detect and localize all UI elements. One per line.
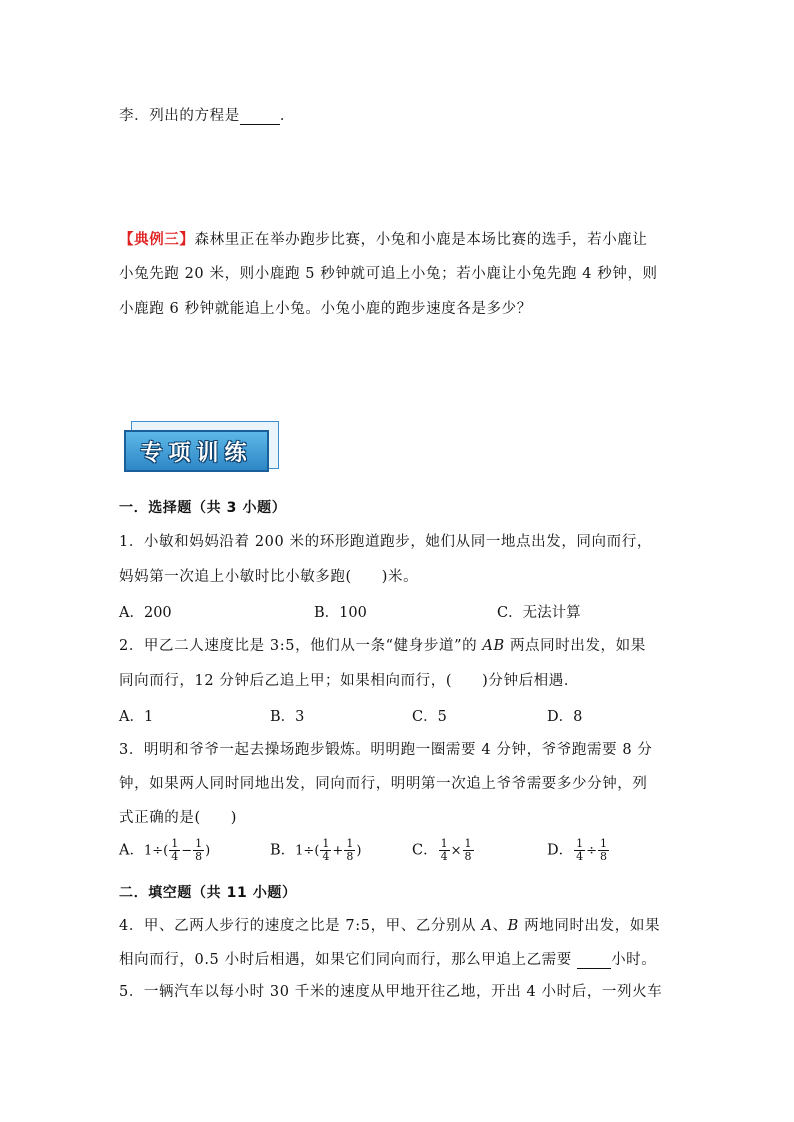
banner-title: 专项训练 [140, 440, 253, 466]
frac-den: 4 [171, 850, 179, 863]
q3-option-b-prefix: 1÷( [295, 843, 320, 859]
example3-tag: 【典例三】 [119, 231, 195, 248]
fraction-1-4 [169, 838, 180, 863]
frac-den: 8 [346, 850, 354, 863]
fraction-1-8 [344, 838, 355, 863]
q3-line3 [119, 806, 237, 827]
frac-den: 8 [600, 850, 608, 863]
q3-option-a-label: A． [119, 842, 144, 859]
q4-point-b: B [507, 918, 519, 934]
q3-option-b-suffix: ) [356, 843, 362, 859]
section2-title: 二．填空题（共 11 小题） [119, 885, 297, 901]
q1-option-b: B．100 [314, 605, 367, 621]
frac-num: 1 [600, 837, 608, 850]
equation-prompt-line [119, 104, 295, 125]
fraction-1-8 [463, 838, 474, 863]
equation-prompt-end: ． [279, 108, 295, 124]
q4-line2-end: 小时。 [611, 952, 657, 968]
q3-line3-text: 式正确的是( [119, 810, 201, 826]
q3-option-b [270, 838, 361, 863]
q5-line1: 5．一辆汽车以每小时 30 千米的速度从甲地开往乙地，开出 4 小时后，一列火车 [119, 984, 663, 1000]
q2-option-d: D．8 [547, 709, 583, 725]
q3-option-a-suffix: ) [205, 843, 211, 859]
answer-blank [240, 108, 280, 125]
q3-line2: 钟，如果两人同时同地出发，同向而行，明明第一次追上爷爷需要多少分钟，列 [119, 776, 648, 792]
frac-num: 1 [322, 837, 330, 850]
section-banner [124, 430, 269, 472]
q3-option-a [119, 838, 210, 863]
equation-prompt-text: 李．列出的方程是 [119, 108, 240, 124]
frac-num: 1 [576, 837, 584, 850]
example3-line1-text: 森林里正在举办跑步比赛，小兔和小鹿是本场比赛的选手，若小鹿让 [194, 232, 648, 248]
frac-num: 1 [346, 837, 354, 850]
q2-option-a: A．1 [119, 709, 154, 725]
fraction-1-8 [598, 838, 609, 863]
example3-line3: 小鹿跑 6 秒钟就能追上小兔。小兔小鹿的跑步速度各是多少？ [119, 301, 532, 317]
q3-option-b-op: + [332, 843, 344, 859]
q1-option-a: A．200 [119, 605, 172, 621]
q4-separator: 、 [492, 918, 508, 934]
frac-den: 4 [440, 850, 448, 863]
q3-option-b-label: B． [270, 842, 296, 859]
q3-option-c-label: C． [412, 842, 438, 859]
frac-den: 8 [195, 850, 203, 863]
q3-option-d-label: D． [547, 842, 574, 859]
q1-line2-text: 妈妈第一次追上小敏时比小敏多跑( [119, 569, 352, 585]
q4-line1-end: 两地同时出发，如果 [518, 918, 661, 934]
q4-line1-text: 4．甲、乙两人步行的速度之比是 7:5，甲、乙分别从 [119, 918, 482, 934]
fraction-1-8 [193, 838, 204, 863]
q3-option-d [547, 838, 610, 863]
q3-option-d-op: ÷ [586, 843, 598, 859]
q2-line2 [119, 669, 579, 690]
q3-line1: 3．明明和爷爷一起去操场跑步锻炼。明明跑一圈需要 4 分钟，爷爷跑需要 8 分 [119, 742, 653, 758]
q2-option-c: C．5 [412, 709, 447, 725]
frac-den: 8 [464, 850, 472, 863]
q4-line2 [119, 948, 656, 969]
q1-option-c: C．无法计算 [497, 605, 581, 621]
example3-line2: 小兔先跑 20 米，则小鹿跑 5 秒钟就可追上小兔；若小鹿让小兔先跑 4 秒钟，则 [119, 266, 658, 282]
section1-title: 一．选择题（共 3 小题） [119, 500, 287, 516]
q2-line1-end: 两点同时出发，如果 [504, 638, 646, 654]
q2-line1-text: 2．甲乙二人速度比是 3:5，他们从一条“健身步道”的 [119, 638, 483, 654]
fraction-1-4 [439, 838, 450, 863]
q3-option-a-op: − [181, 843, 193, 859]
q2-option-b: B．3 [270, 709, 305, 725]
frac-num: 1 [195, 837, 203, 850]
q4-point-a: A [481, 918, 493, 934]
fraction-1-4 [320, 838, 331, 863]
q4-answer-blank [577, 952, 611, 969]
q2-line2-end: )分钟后相遇． [482, 673, 579, 689]
q3-line3-end: ) [230, 810, 238, 826]
q1-line2-end: )米。 [381, 569, 419, 585]
q1-line2 [119, 565, 418, 586]
fraction-1-4 [574, 838, 585, 863]
q3-option-c-op: × [450, 843, 462, 859]
q2-ab-label: AB [482, 638, 505, 654]
frac-num: 1 [440, 837, 448, 850]
q1-line1: 1．小敏和妈妈沿着 200 米的环形跑道跑步，她们从同一地点出发，同向而行， [119, 534, 652, 550]
frac-den: 4 [322, 850, 330, 863]
q4-line1 [119, 914, 660, 935]
frac-den: 4 [576, 850, 584, 863]
q2-line1 [119, 634, 646, 655]
q3-option-a-prefix: 1÷( [143, 843, 169, 859]
frac-num: 1 [171, 837, 179, 850]
q4-line2-text: 相向而行，0.5 小时后相遇，如果它们同向而行，那么甲追上乙需要 [119, 952, 578, 968]
frac-num: 1 [464, 837, 472, 850]
q3-option-c [412, 838, 475, 863]
example3-line1 [119, 228, 648, 249]
q2-line2-text: 同向而行，12 分钟后乙追上甲；如果相向而行，( [119, 673, 453, 689]
